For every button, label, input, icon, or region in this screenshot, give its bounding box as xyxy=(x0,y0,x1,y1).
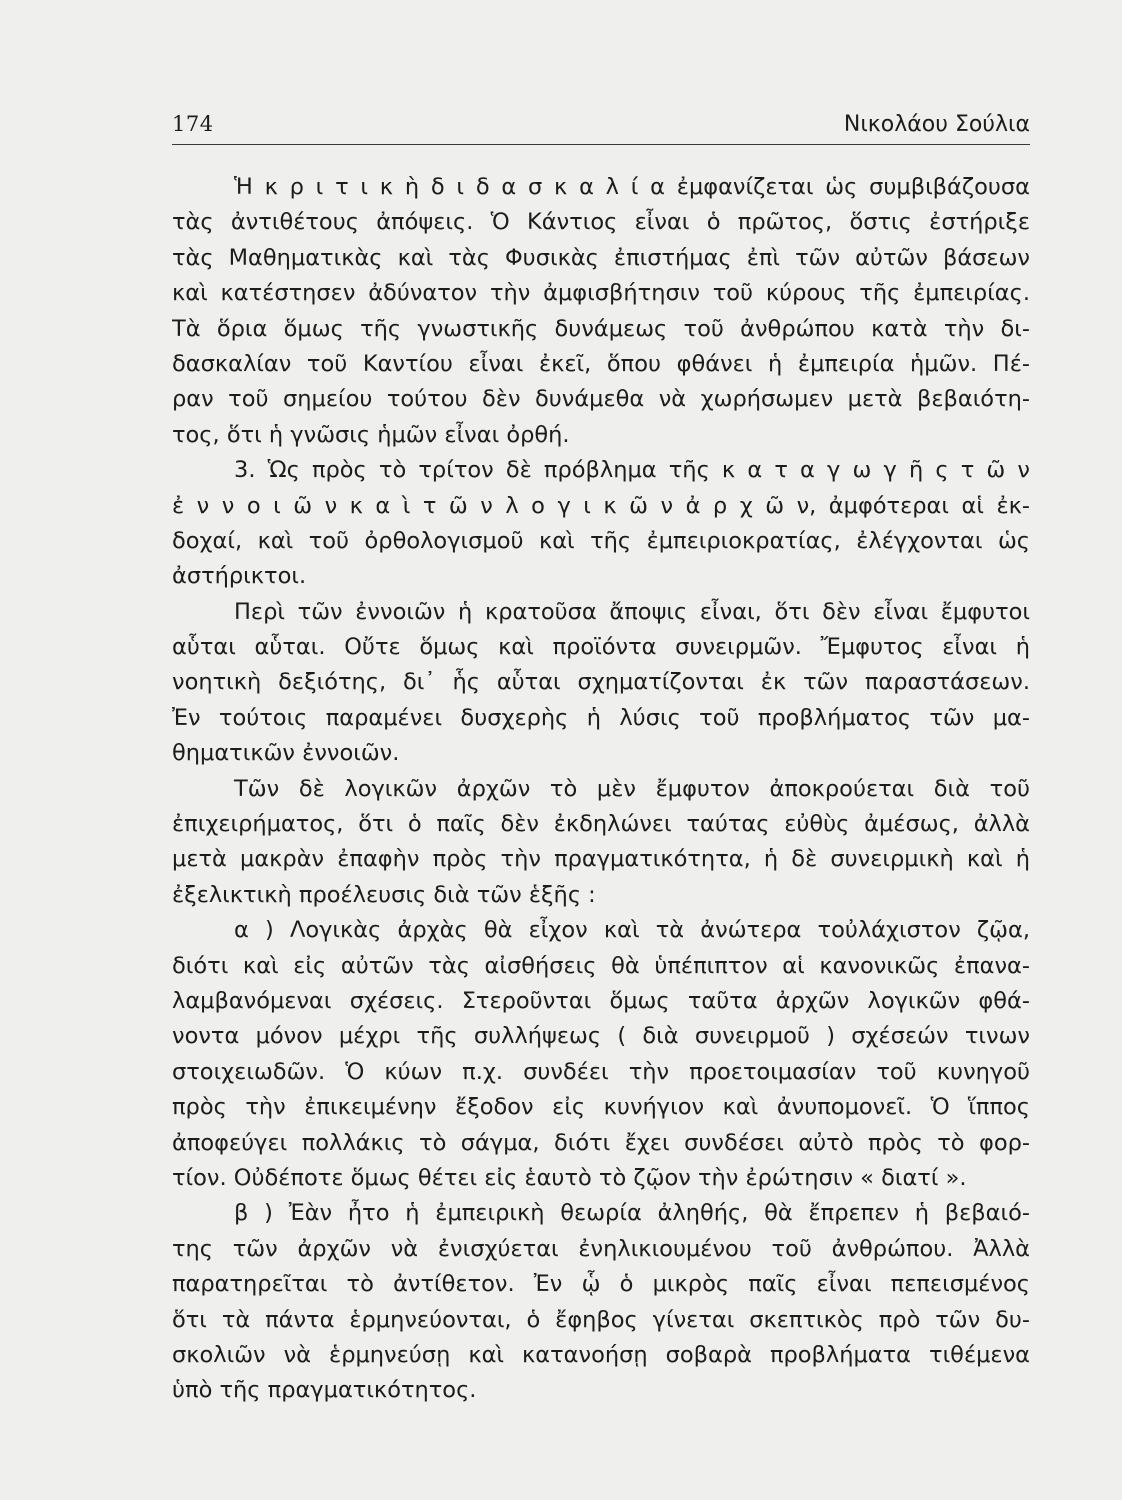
text-line: θηματικῶν ἐννοιῶν. xyxy=(172,740,400,767)
text-line: διότι καὶ εἰς αὐτῶν τὰς αἰσθήσεις θὰ ὑπέπιπτον αἱ κανονικῶς ἐπανα- xyxy=(172,952,1030,979)
text-line: στοιχειωδῶν. Ὁ κύων π.χ. συνδέει τὴν προετοιμασίαν τοῦ κυνηγοῦ xyxy=(172,1058,1030,1085)
text-line: 3. Ὡς πρὸς τὸ τρίτον δὲ πρόβλημα τῆς κ α τ α γ ω γ ῆ ς τ ῶ ν xyxy=(234,457,1030,484)
text-line: αὗται αὗται. Οὔτε ὅμως καὶ προϊόντα συνειρμῶν. Ἔμφυτος εἶναι ἡ xyxy=(172,634,1030,661)
text-line: νοντα μόνον μέχρι τῆς συλλήψεως ( διὰ συνειρμοῦ ) σχέσεών τινων xyxy=(172,1023,1030,1050)
text-line: τίον. Οὐδέποτε ὅμως θέτει εἰς ἑαυτὸ τὸ ζῷον τὴν ἐρώτησιν « διατί ». xyxy=(172,1164,967,1191)
text-line: ἐπιχειρήματος, ὅτι ὁ παῖς δὲν ἐκδηλώνει ταύτας εὐθὺς ἀμέσως, ἀλλὰ xyxy=(172,811,1030,838)
text-line: λαμβανόμεναι σχέσεις. Στεροῦνται ὅμως ταῦτα ἀρχῶν λογικῶν φθά- xyxy=(172,987,1030,1014)
text-line: Τῶν δὲ λογικῶν ἀρχῶν τὸ μὲν ἔμφυτον ἀποκρούεται διὰ τοῦ xyxy=(234,775,1030,802)
running-head: Νικολάου Σούλια xyxy=(843,112,1030,137)
text-line: πρὸς τὴν ἐπικειμένην ἔξοδον εἰς κυνήγιον καὶ ἀνυπομονεῖ. Ὁ ἵππος xyxy=(172,1094,1030,1121)
text-line: ἀστήρικτοι. xyxy=(172,563,307,590)
text-line: καὶ κατέστησεν ἀδύνατον τὴν ἀμφισβήτησιν τοῦ κύρους τῆς ἐμπειρίας. xyxy=(172,280,1030,307)
text-line: ὅτι τὰ πάντα ἑρμηνεύονται, ὁ ἔφηβος γίνεται σκεπτικὸς πρὸ τῶν δυ- xyxy=(172,1306,1030,1333)
text-line: Περὶ τῶν ἐννοιῶν ἡ κρατοῦσα ἄποψις εἶναι, ὅτι δὲν εἶναι ἔμφυτοι xyxy=(234,598,1030,625)
text-line: ἀποφεύγει πολλάκις τὸ σάγμα, διότι ἔχει συνδέσει αὐτὸ πρὸς τὸ φορ- xyxy=(172,1129,1030,1156)
text-line: δοχαί, καὶ τοῦ ὀρθολογισμοῦ καὶ τῆς ἐμπειριοκρατίας, ἐλέγχονται ὡς xyxy=(172,527,1030,554)
text-line: Τὰ ὅρια ὅμως τῆς γνωστικῆς δυνάμεως τοῦ ἀνθρώπου κατὰ τὴν δι- xyxy=(172,315,1030,342)
text-line: ἐ ν ν ο ι ῶ ν κ α ὶ τ ῶ ν λ ο γ ι κ ῶ ν ἀ ρ χ ῶ ν, ἀμφότεραι αἱ ἐκ- xyxy=(172,492,1030,519)
paragraph xyxy=(172,772,1030,914)
text-line: ἐξελικτικὴ προέλευσις διὰ τῶν ἑξῆς : xyxy=(172,881,596,908)
text-line: σκολιῶν νὰ ἑρμηνεύσῃ καὶ κατανοήσῃ σοβαρὰ προβλήματα τιθέμενα xyxy=(172,1341,1030,1368)
body-text xyxy=(172,170,1030,1409)
text-line: τὰς ἀντιθέτους ἀπόψεις. Ὁ Κάντιος εἶναι ὁ πρῶτος, ὅστις ἐστήριξε xyxy=(172,209,1030,236)
text-line: α ) Λογικὰς ἀρχὰς θὰ εἶχον καὶ τὰ ἀνώτερα τοὐλάχιστον ζῷα, xyxy=(234,917,1030,944)
page-number: 174 xyxy=(172,112,214,136)
text-line: της τῶν ἀρχῶν νὰ ἐνισχύεται ἐνηλικιουμένου τοῦ ἀνθρώπου. Ἀλλὰ xyxy=(172,1235,1030,1262)
text-line: Ἡ κ ρ ι τ ι κ ὴ δ ι δ α σ κ α λ ί α ἐμφανίζεται ὡς συμβιβάζουσα xyxy=(234,174,1030,200)
text-line: παρατηρεῖται τὸ ἀντίθετον. Ἐν ᾧ ὁ μικρὸς παῖς εἶναι πεπεισμένος xyxy=(172,1271,1030,1298)
paragraph xyxy=(172,595,1030,772)
paragraph xyxy=(172,1196,1030,1408)
text-line: ὑπὸ τῆς πραγματικότητος. xyxy=(172,1377,477,1404)
text-line: ραν τοῦ σημείου τούτου δὲν δυνάμεθα νὰ χωρήσωμεν μετὰ βεβαιότη- xyxy=(172,386,1030,413)
text-line: β ) Ἐὰν ἦτο ἡ ἐμπειρικὴ θεωρία ἀληθής, θὰ ἔπρεπεν ἡ βεβαιό- xyxy=(234,1200,1030,1227)
paragraph xyxy=(172,170,1030,453)
paragraph xyxy=(172,453,1030,595)
text-line: νοητικὴ δεξιότης, δι᾽ ἧς αὗται σχηματίζονται ἐκ τῶν παραστάσεων. xyxy=(172,669,1030,696)
text-line: τος, ὅτι ἡ γνῶσις ἡμῶν εἶναι ὀρθή. xyxy=(172,421,570,448)
text-line: μετὰ μακρὰν ἐπαφὴν πρὸς τὴν πραγματικότητα, ἡ δὲ συνειρμικὴ καὶ ἡ xyxy=(172,846,1030,873)
page-header xyxy=(172,108,1030,145)
paragraph xyxy=(172,913,1030,1196)
text-line: τὰς Μαθηματικὰς καὶ τὰς Φυσικὰς ἐπιστήμας ἐπὶ τῶν αὐτῶν βάσεων xyxy=(172,244,1030,271)
text-line: δασκαλίαν τοῦ Καντίου εἶναι ἐκεῖ, ὅπου φθάνει ἡ ἐμπειρία ἡμῶν. Πέ- xyxy=(172,350,1030,377)
text-line: Ἐν τούτοις παραμένει δυσχερὴς ἡ λύσις τοῦ προβλήματος τῶν μα- xyxy=(172,704,1030,731)
